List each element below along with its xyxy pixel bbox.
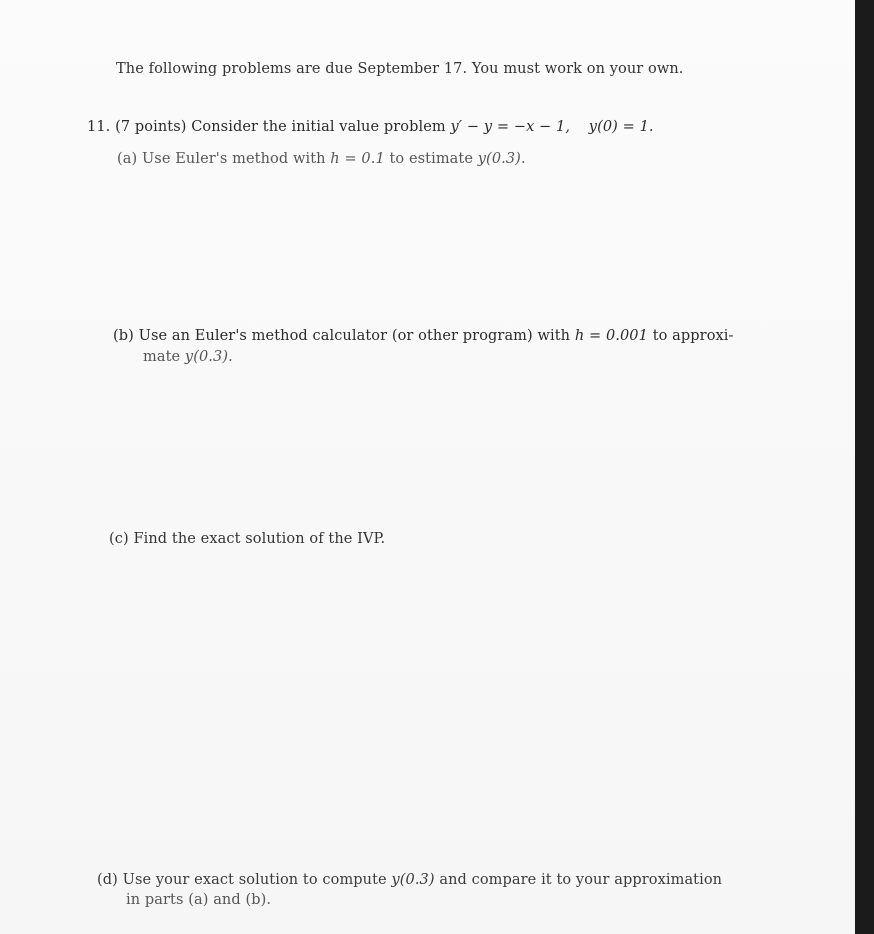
part-d-label: (d)	[97, 872, 118, 888]
part-b-line-1	[113, 328, 734, 344]
part-a	[117, 151, 526, 167]
part-b-label: (b)	[113, 328, 134, 344]
problem-11-statement	[87, 119, 654, 135]
part-c-text: Find the exact solution of the IVP.	[133, 531, 386, 547]
viewer-edge-bar	[855, 0, 874, 934]
part-b-end: .	[228, 349, 233, 365]
part-a-step-size: h = 0.1	[330, 151, 385, 167]
part-b-target: y(0.3)	[184, 349, 229, 365]
part-b-text: Use an Euler's method calculator (or other program) with	[138, 328, 571, 344]
part-a-rest: to estimate	[389, 151, 474, 167]
part-c-label: (c)	[109, 531, 129, 547]
part-d-target: y(0.3)	[391, 872, 435, 888]
part-a-end: .	[520, 151, 526, 167]
part-b-line2-prefix: mate	[143, 349, 181, 365]
intro-text: The following problems are due September 17. You must work on your own.	[116, 61, 684, 77]
part-a-text: Use Euler's method with	[141, 151, 326, 167]
part-d-line-1	[97, 872, 722, 888]
part-b-line-2	[143, 349, 233, 365]
part-a-target: y(0.3)	[477, 151, 521, 167]
part-d-text: Use your exact solution to compute	[122, 872, 387, 888]
problem-statement: Consider the initial value problem	[191, 119, 446, 135]
part-c	[109, 531, 385, 547]
part-d-line-2: in parts (a) and (b).	[126, 892, 272, 908]
part-b-step-size: h = 0.001	[574, 328, 648, 344]
part-d-rest: and compare it to your approximation	[439, 872, 723, 888]
problem-points: (7 points)	[115, 119, 187, 135]
problem-initial-condition: y(0) = 1.	[588, 119, 654, 135]
problem-number: 11.	[87, 119, 111, 135]
problem-equation: y′ − y = −x − 1,	[450, 119, 571, 135]
part-b-rest: to approxi-	[652, 328, 734, 344]
part-a-label: (a)	[117, 151, 138, 167]
